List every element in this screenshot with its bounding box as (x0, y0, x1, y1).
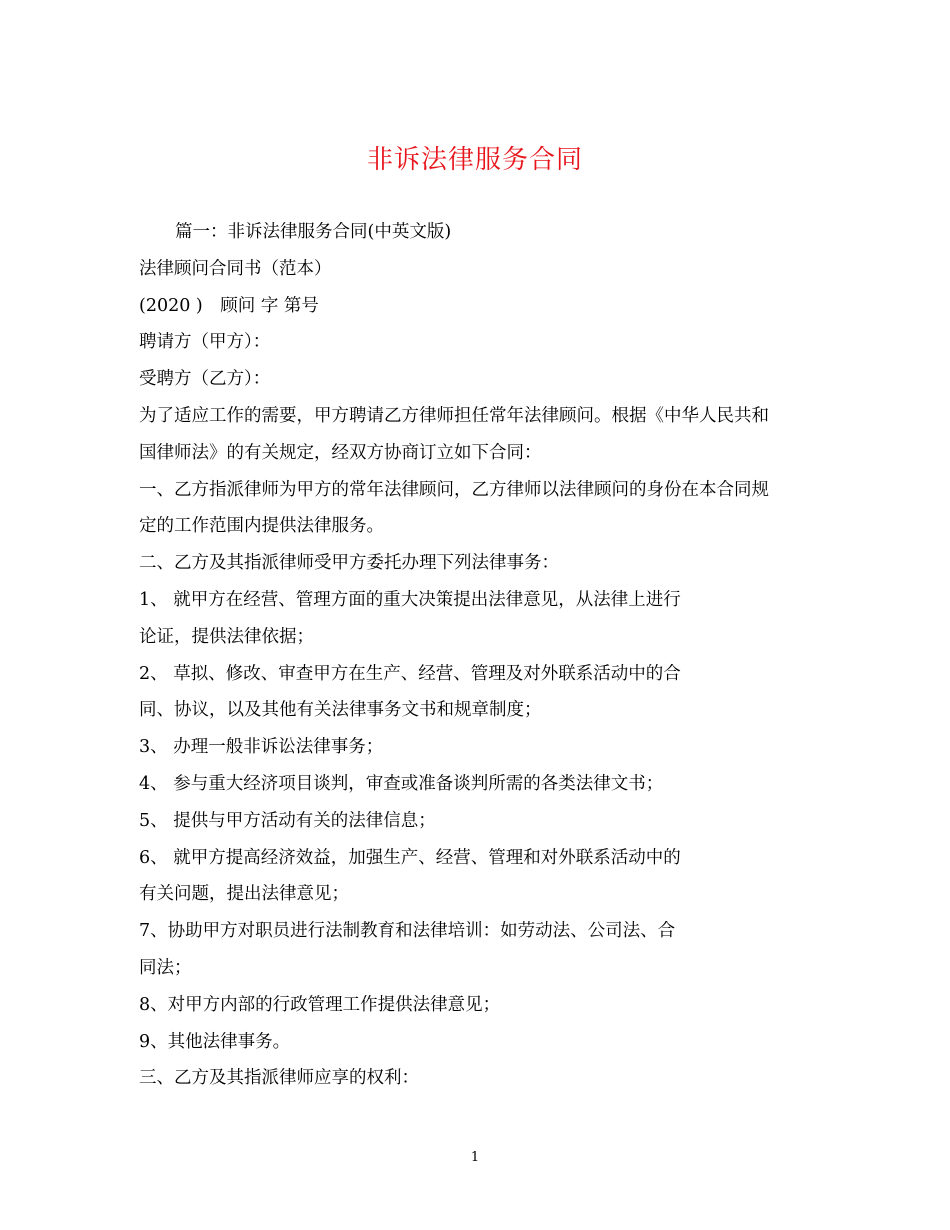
list-item-line: 有关问题，提出法律意见； (139, 884, 349, 905)
paragraph-line: 一、乙方指派律师为甲方的常年法律顾问，乙方律师以法律顾问的身份在本合同规 (139, 479, 769, 500)
document-body (139, 214, 819, 1097)
paragraph-line: 二、乙方及其指派律师受甲方委托办理下列法律事务： (139, 553, 559, 574)
list-item-line: 7、协助甲方对职员进行法制教育和法律培训：如劳动法、公司法、合 (139, 921, 676, 942)
list-item-line: 8、对甲方内部的行政管理工作提供法律意见； (139, 994, 501, 1015)
paragraph-line: 定的工作范围内提供法律服务。 (139, 516, 384, 537)
paragraph-line: 为了适应工作的需要，甲方聘请乙方律师担任常年法律顾问。根据《中华人民共和 (139, 405, 769, 426)
list-item-line: 论证，提供法律依据； (139, 626, 314, 647)
list-item-line: 9、其他法律事务。 (139, 1031, 291, 1052)
party-b-label: 受聘方（乙方）： (139, 369, 271, 390)
paragraph-line: 国律师法》的有关规定，经双方协商订立如下合同： (139, 442, 542, 463)
page-number: 1 (470, 1150, 480, 1165)
list-item-line: 同法； (139, 957, 192, 978)
section-heading: 篇一：非诉法律服务合同(中英文版) (175, 222, 452, 242)
list-item-line: 3、 办理一般非诉讼法律事务； (139, 737, 384, 758)
document-title: 非诉法律服务合同 (366, 145, 583, 175)
party-a-label: 聘请方（甲方）： (139, 332, 271, 353)
list-item-line: 5、 提供与甲方活动有关的法律信息； (139, 810, 436, 831)
list-item-line: 1、 就甲方在经营、管理方面的重大决策提出法律意见，从法律上进行 (139, 589, 681, 610)
list-item-line: 同、协议，以及其他有关法律事务文书和规章制度； (139, 700, 542, 721)
list-item-line: 2、 草拟、修改、审查甲方在生产、经营、管理及对外联系活动中的合 (139, 663, 681, 684)
list-item-line: 4、 参与重大经济项目谈判，审查或准备谈判所需的各类法律文书； (139, 773, 664, 794)
contract-name: 法律顾问合同书（范本） (139, 258, 332, 279)
list-item-line: 6、 就甲方提高经济效益，加强生产、经营、管理和对外联系活动中的 (139, 847, 681, 868)
contract-number: (2020 ) 顾问 字 第号 (139, 295, 319, 316)
paragraph-line: 三、乙方及其指派律师应享的权利： (139, 1068, 419, 1089)
